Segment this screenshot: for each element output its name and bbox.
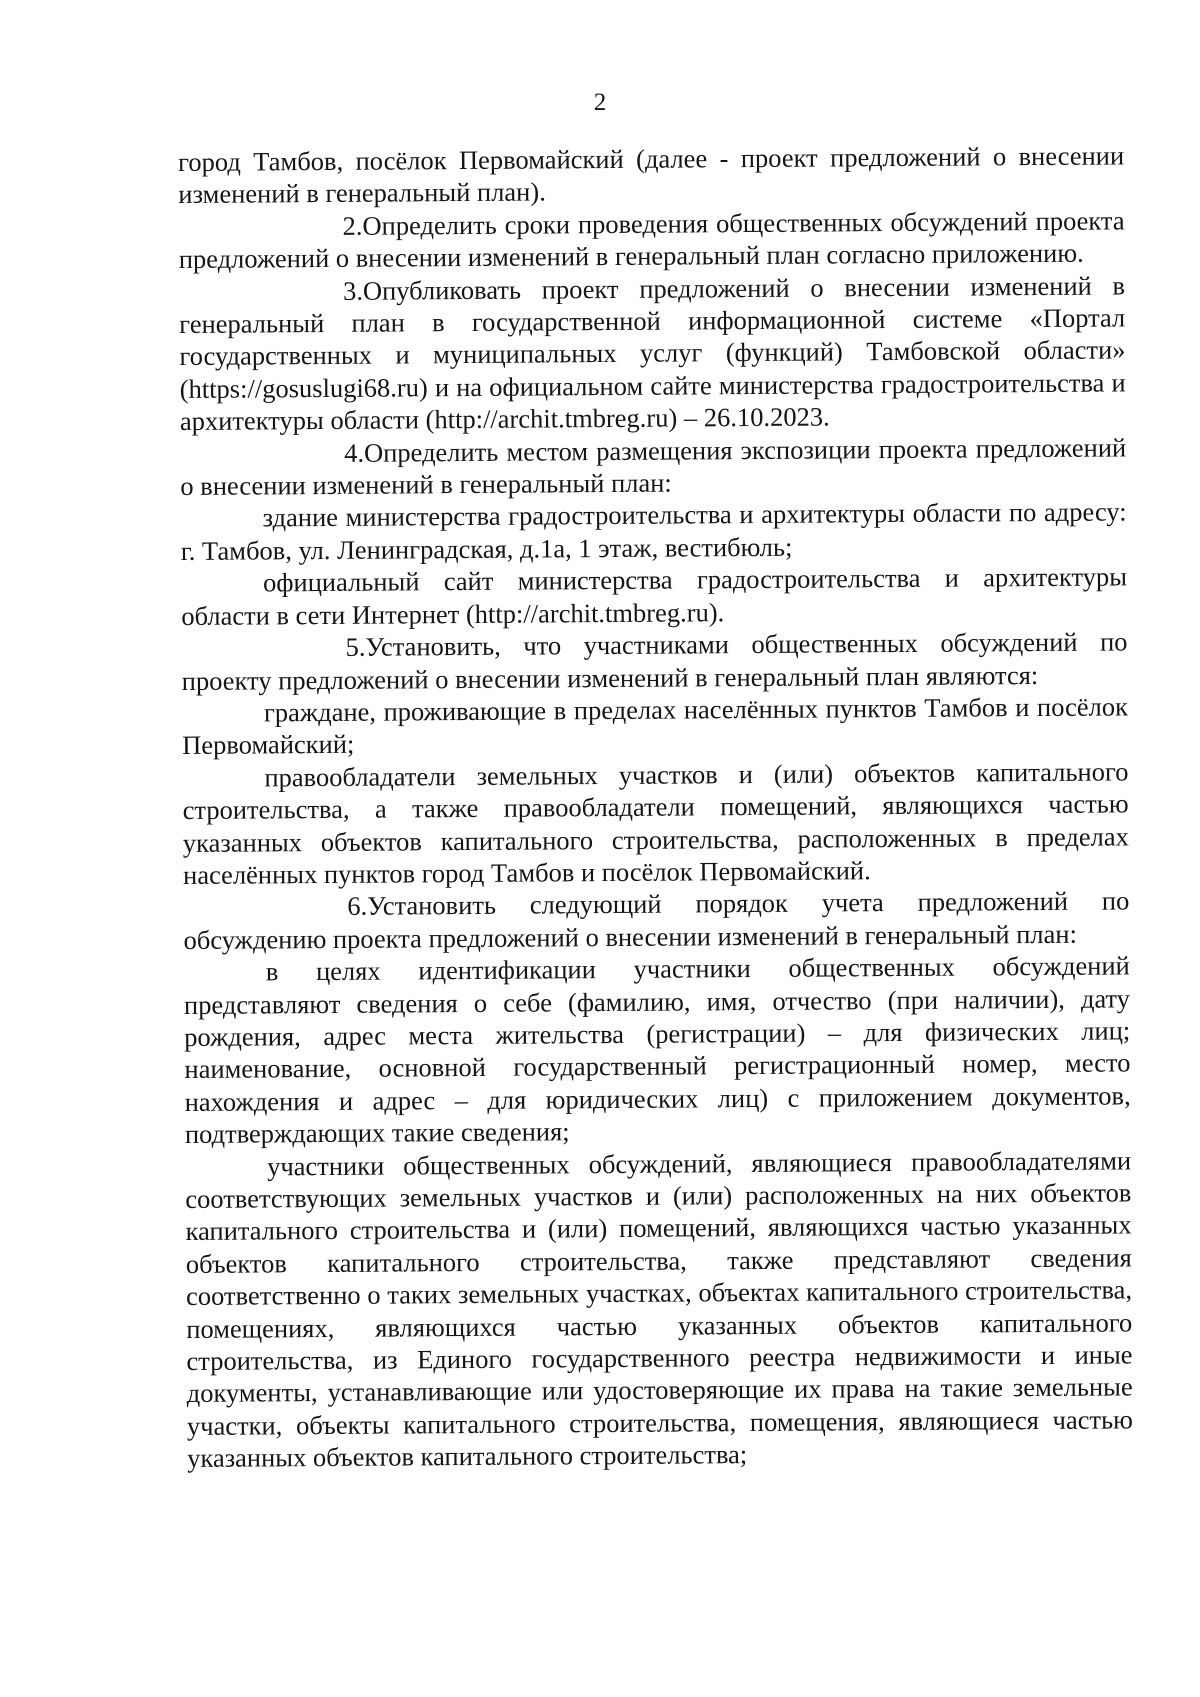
exposition-location-building — [180, 496, 1126, 567]
item-2-paragraph — [178, 204, 1124, 275]
paragraph-text: в целях идентификации участники общественных обсуждений представляют сведения о себе (фамилию, имя, отчество (при наличии), дату рождения, адрес места жительства (регистрации) – для физических лиц; наименование, основной государственный регистрационный номер, место нахождения и адрес – для юридических лиц) с приложением документов, подтверждающих такие сведения; — [183, 950, 1131, 1150]
participants-right-holders — [182, 755, 1129, 891]
item-number: 4. — [344, 437, 365, 468]
page-number: 2 — [593, 89, 607, 116]
paragraph-1-continuation — [178, 139, 1124, 210]
item-5-paragraph — [181, 625, 1127, 696]
paragraph-text: Опубликовать проект предложений о внесении изменений в генеральный план в государственной информационной системе «Портал государственных и муниципальных услуг (функций) Тамбовской области» (https://gosuslugi68.ru) и на официальном сайте министерства градостроительства и архитектуры области (http://archit.tmbreg.ru) – 26.10.2023. — [179, 270, 1126, 437]
item-4-paragraph — [180, 431, 1126, 502]
item-6-paragraph — [183, 885, 1129, 956]
paragraph-text: официальный сайт министерства градостроительства и архитектуры области в сети Интернет (http://archit.tmbreg.ru). — [181, 561, 1128, 631]
paragraph-text: здание министерства градостроительства и архитектуры области по адресу: г. Тамбов, ул. Ленинградская, д.1а, 1 этаж, вестибюль; — [180, 496, 1127, 566]
paragraph-text: Установить, что участниками общественных обсуждений по проекту предложений о внесении изменений в генеральный план являются: — [181, 626, 1128, 696]
paragraph-text: Определить местом размещения экспозиции проекта предложений о внесении изменений в генеральный план: — [180, 432, 1127, 502]
paragraph-text: участники общественных обсуждений, являющиеся правообладателями соответствующих земельных участков и (или) расположенных на них объектов капитального строительства и (или) помещений, являющихся частью указанных объектов капитального строительства, также представляют сведения соответственно о таких земельных участках, объектах капитального строительства, помещениях, являющихся частью указанных объектов капитального строительства, из Единого государственного реестра недвижимости и иные документы, устанавливающие или удостоверяющие их права на такие земельные участки, объекты капитального строительства, помещения, являющиеся частью указанных объектов капитального строительства; — [185, 1144, 1134, 1474]
paragraph-text: город Тамбов, посёлок Первомайский (далее - проект предложений о внесении изменений в генеральный план). — [178, 140, 1125, 210]
right-holder-requirements — [185, 1144, 1133, 1475]
paragraph-text: граждане, проживающие в пределах населённых пунктов Тамбов и посёлок Первомайский; — [182, 691, 1129, 761]
identification-requirements — [184, 950, 1131, 1151]
item-number: 2. — [342, 210, 363, 241]
paragraph-text: Установить следующий порядок учета предложений по обсуждению проекта предложений о внесении изменений в генеральный план: — [183, 885, 1130, 955]
paragraph-text: Определить сроки проведения общественных обсуждений проекта предложений о внесении изменений в генеральный план согласно приложению. — [178, 205, 1125, 275]
item-number: 3. — [342, 275, 363, 306]
item-number: 5. — [345, 631, 366, 662]
item-3-paragraph — [179, 269, 1126, 438]
exposition-location-website — [181, 561, 1127, 632]
paragraph-text: правообладатели земельных участков и (или) объектов капитального строительства, а также правообладатели помещений, являющихся частью указанных объектов капитального строительства, расположенных в пределах населённых пунктов город Тамбов и посёлок Первомайский. — [182, 756, 1129, 890]
participants-citizens — [182, 690, 1128, 761]
document-body — [178, 139, 1133, 1474]
item-number: 6. — [347, 891, 368, 922]
